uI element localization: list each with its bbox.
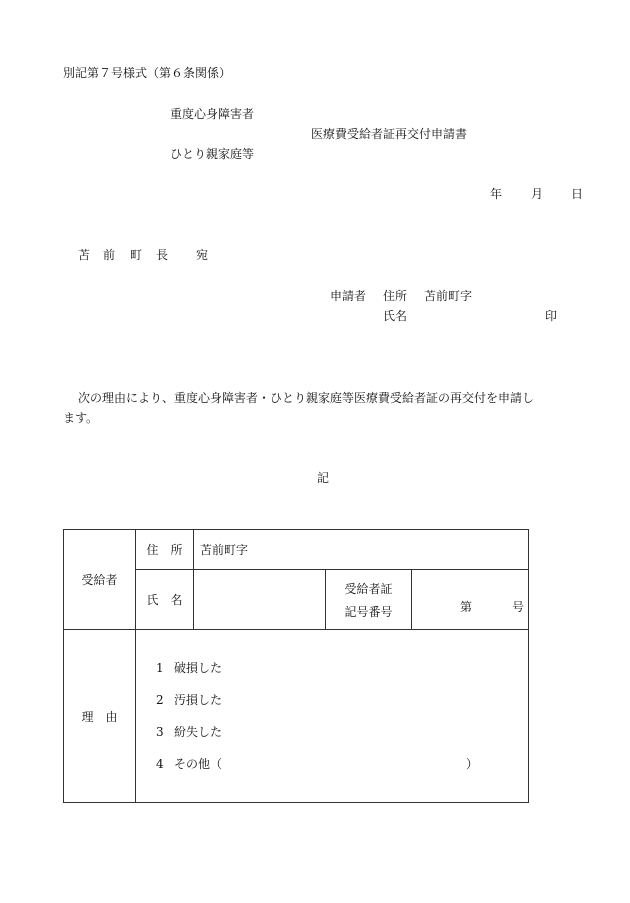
reason-item [156,652,528,684]
reason-number: 3 [156,725,164,739]
addressee-char: 宛 [196,248,209,262]
cert-dai: 第 [460,600,473,614]
addressee-char: 前 [103,248,116,262]
cert-label-line1: 受給者証 [344,581,393,596]
addressee-char: 苫 [78,248,91,262]
name-label: 氏 名 [136,570,194,630]
applicant-name-label: 氏名 [383,309,408,323]
addressee-char: 町 [130,248,143,262]
reason-number: 4 [156,757,164,771]
body-text-line2: ます。 [63,411,99,425]
date-day-label: 日 [571,187,584,201]
reason-text: その他（ [174,757,223,771]
applicant-label: 申請者 [330,289,367,303]
reason-text: 汚損した [174,693,223,707]
cert-number-label [326,570,412,630]
cert-gou: 号 [512,600,525,614]
reason-number: 1 [156,661,164,675]
reason-item [156,716,528,748]
applicant-address-value: 苫前町字 [424,289,473,303]
recipient-label: 受給者 [64,530,136,630]
date-month-label: 月 [531,187,544,201]
reason-item [156,748,528,780]
ki-heading: 記 [317,471,330,485]
title-line-disabled: 重度心身障害者 [170,107,255,121]
reason-text: 破損した [174,661,223,675]
address-label: 住 所 [136,530,194,570]
title-line-single-parent: ひとり親家庭等 [170,147,255,161]
address-value: 苫前町字 [194,530,529,570]
form-number: 別記第７号様式（第６条関係） [63,66,232,80]
addressee-char: 長 [156,248,169,262]
name-field [194,570,326,630]
reason-label: 理 由 [64,630,136,803]
date-year-label: 年 [490,187,503,201]
recipient-table [63,529,529,803]
cert-number-field [412,570,529,630]
cert-label-line2: 記号番号 [344,604,393,619]
body-text-line1: 次の理由により、重度心身障害者・ひとり親家庭等医療費受給者証の再交付を申請し [78,391,535,405]
title-main: 医療費受給者証再交付申請書 [311,127,468,141]
reason-text: 紛失した [174,725,223,739]
reason-item [156,684,528,716]
reason-other-close: ） [466,757,479,771]
reason-number: 2 [156,693,164,707]
seal-mark: 印 [545,309,558,323]
reason-options [136,630,529,803]
applicant-address-label: 住所 [383,289,408,303]
